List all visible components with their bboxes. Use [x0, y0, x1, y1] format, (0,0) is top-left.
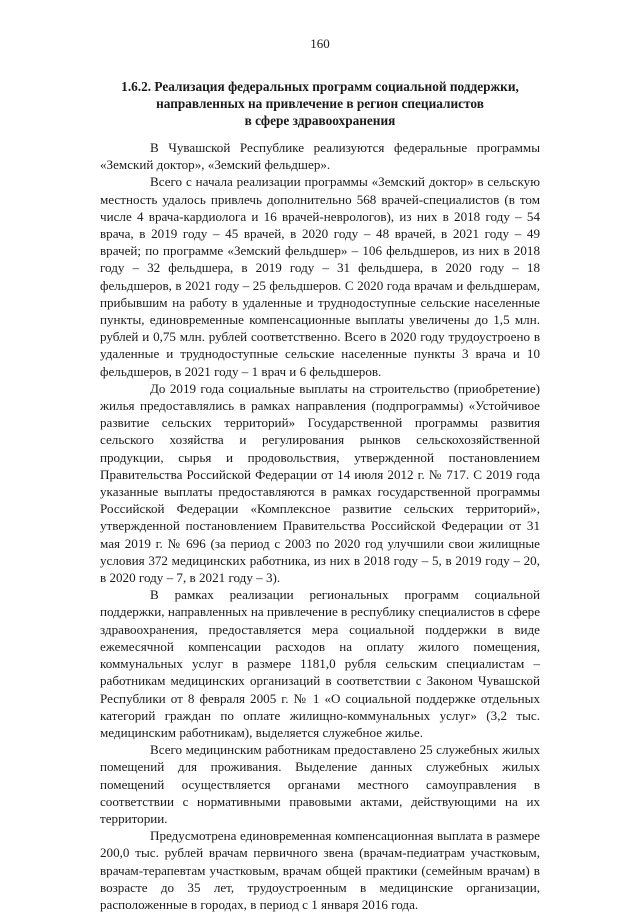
- section-title-line: в сфере здравоохранения: [244, 113, 396, 128]
- body-text: [100, 139, 540, 913]
- paragraph-housing-payments: До 2019 года социальные выплаты на строительство (приобретение) жилья предоставлялись в рамках направления (подпрограммы) «Устойчивое развитие сельских территорий» Государственной программы развития сельского хозяйства и регулирования рынков сельскохозяйственной продукции, сырья и продовольствия, утвержденной постановлением Правительства Российской Федерации от 14 июля 2012 г. № 717. С 2019 года указанные выплаты предоставляются в рамках государственной программы Российской Федерации «Комплексное развитие сельских территорий», утвержденной постановлением Правительства Российской Федерации от 31 мая 2019 г. № 696 (за период с 2003 по 2020 год улучшили свои жилищные условия 372 медицинских работника, из них в 2018 году – 5, в 2019 году – 20, в 2020 году – 7, в 2021 году – 3).: [100, 380, 540, 586]
- paragraph-lump-sum-payment: Предусмотрена единовременная компенсационная выплата в размере 200,0 тыс. рублей врачам первичного звена (врачам-педиатрам участковым, врачам-терапевтам участковым, врачам общей практики (семейным врачам) в возрасте до 35 лет, трудоустроенным в медицинские организации, расположенные в городах, в период с 1 января 2016 года.: [100, 828, 540, 912]
- paragraph-zemsky-doctor-results: Всего с начала реализации программы «Земский доктор» в сельскую местность удалось привлечь дополнительно 568 врачей-специалистов (в том числе 4 врача-кардиолога и 16 врачей-неврологов), из них в 2018 году – 54 врача, в 2019 году – 45 врачей, в 2020 году – 48 врачей, в 2021 году – 49 врачей; по программе «Земский фельдшер» – 106 фельдшеров, из них в 2018 году – 32 фельдшера, в 2019 году – 31 фельдшера, в 2020 году – 18 фельдшеров, в 2021 году – 25 фельдшеров. С 2020 года врачам и фельдшерам, прибывшим на работу в удаленные и труднодоступные сельские населенные пункты, единовременные компенсационные выплаты увеличены до 1,5 млн. рублей и 0,75 млн. рублей соответственно. Всего в 2020 году трудоустроено в удаленные и труднодоступные сельские населенные пункты 3 врача и 10 фельдшеров, в 2021 году – 1 врач и 6 фельдшеров.: [100, 174, 540, 379]
- paragraph-programs-intro: В Чувашской Республике реализуются федеральные программы «Земский доктор», «Земский фельдшер».: [100, 140, 540, 173]
- page-number: 160: [310, 36, 330, 51]
- paragraph-service-housing: Всего медицинским работникам предоставлено 25 служебных жилых помещений для проживания. Выделение данных служебных жилых помещений осуществляется органами местного самоуправления в соответствии с нормативными правовыми актами, действующими на их территории.: [100, 742, 540, 826]
- section-title-line: 1.6.2. Реализация федеральных программ социальной поддержки,: [121, 79, 519, 94]
- section-title: [100, 78, 540, 129]
- section-title-line: направленных на привлечение в регион специалистов: [156, 96, 484, 111]
- paragraph-regional-support: В рамках реализации региональных программ социальной поддержки, направленных на привлечение в республику специалистов в сфере здравоохранения, предоставляется мера социальной поддержки в виде ежемесячной компенсации расходов на оплату жилого помещения, коммунальных услуг в размере 1181,0 рубля сельским специалистам – работникам медицинских организаций в соответствии с Законом Чувашской Республики от 8 февраля 2005 г. № 1 «О социальной поддержке отдельных категорий граждан по оплате жилищно-коммунальных услуг» (3,2 тыс. медицинским работникам), выделяется служебное жилье.: [100, 587, 540, 740]
